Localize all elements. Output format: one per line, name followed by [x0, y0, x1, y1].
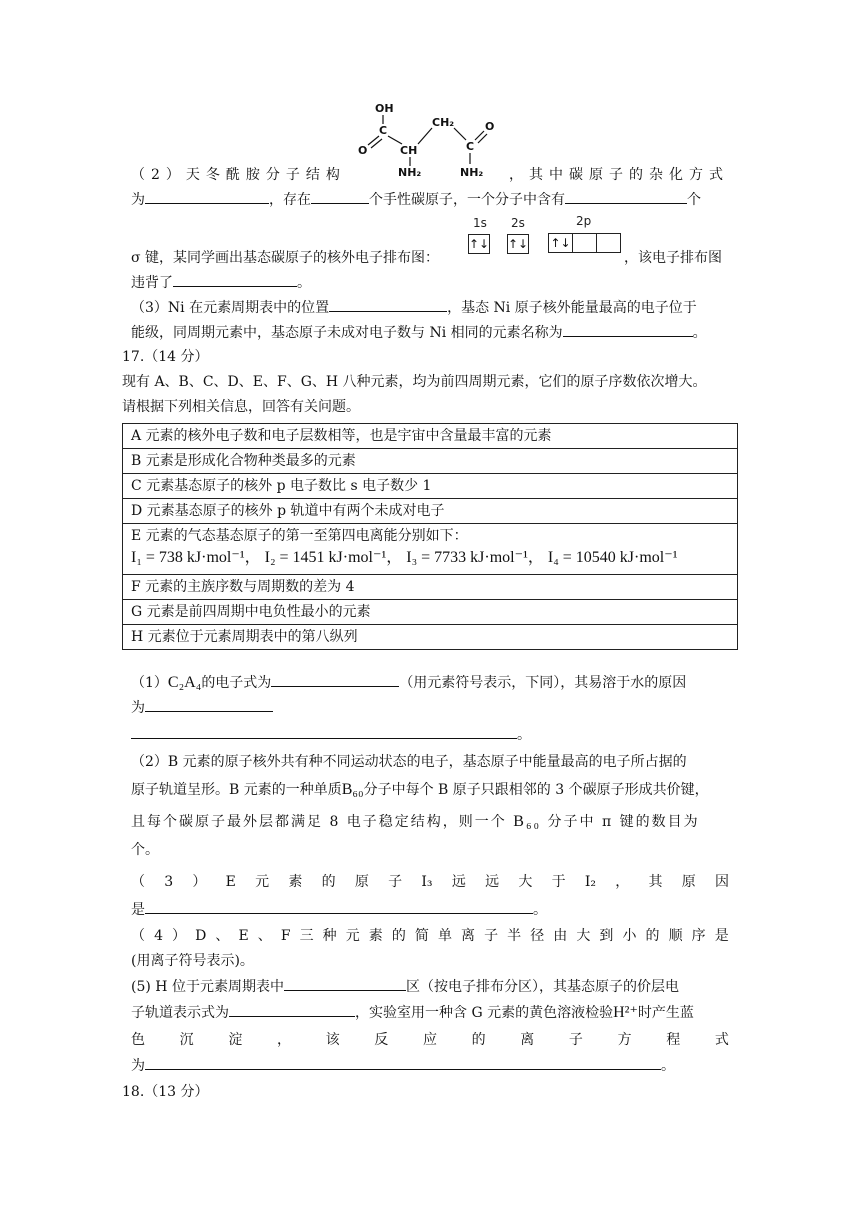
- formula-h2-ion: H²⁺: [613, 1004, 638, 1021]
- answer-blank-element-name[interactable]: [563, 322, 693, 337]
- orbital-2p-cell: [597, 234, 619, 252]
- spread-char: 的: [471, 1032, 486, 1048]
- q16-2-text-b: ，其中碳原子的杂化方式: [509, 167, 729, 183]
- spread-char: 因: [714, 874, 729, 890]
- spread-char: 式: [714, 1032, 729, 1048]
- double-bond-line: [371, 139, 382, 148]
- spread-char: 反: [374, 1032, 389, 1048]
- answer-blank-ni-position[interactable]: [329, 297, 447, 312]
- q17-2-text-a: （2）B 元素的原子核外共有种不同运动状态的电子，基态原子中能量最高的电子所占据的: [131, 754, 687, 770]
- ionization-values: [131, 546, 729, 572]
- spread-char: 序: [691, 928, 706, 944]
- structure-oh-label: OH: [375, 102, 394, 115]
- spread-char: 种: [322, 928, 337, 944]
- q17-1-line2: [131, 697, 273, 718]
- spread-char: 元: [345, 928, 360, 944]
- q17-intro2-text: 请根据下列相关信息，回答有关问题。: [122, 399, 360, 415]
- arrows-icon: ↑↓: [469, 237, 490, 251]
- q17-1-line1: [131, 672, 686, 693]
- q17-2-text-e: 分子中 π 键的数目为: [547, 814, 700, 830]
- spread-char: 沉: [179, 1032, 194, 1048]
- ionization-i1: I₁ = 738 kJ·mol⁻¹，: [131, 549, 261, 566]
- spread-char: ）: [192, 874, 207, 890]
- q17-5-text-b: 区（按电子排布分区），其基态原子的价层电: [405, 979, 679, 995]
- q17-2-text-f: 个。: [131, 842, 159, 858]
- structure-o2-label: O: [485, 120, 495, 133]
- answer-blank-chiral-count[interactable]: [311, 189, 369, 204]
- q17-5-line4: [131, 1055, 675, 1076]
- spread-char: 远: [485, 874, 500, 890]
- spread-char: 的: [321, 874, 336, 890]
- q17-1-text-a: （1）: [131, 675, 168, 691]
- ionization-i3: I₃ = 7733 kJ·mol⁻¹，: [406, 549, 544, 566]
- spread-char: 4: [154, 928, 163, 944]
- formula-c2a4: C₂A₄: [167, 674, 202, 691]
- q16-3-text-b: ，基态 Ni 原子核外能量最高的电子位于: [447, 300, 697, 316]
- spread-char: （: [131, 874, 145, 890]
- q16-2-line3: [131, 248, 439, 268]
- q17-1-text-c: （用元素符号表示，下同），其易溶于水的原因: [399, 675, 687, 691]
- table-row: [123, 424, 738, 449]
- table-cell: G 元素是前四周期中电负性最小的元素: [123, 600, 738, 625]
- spread-char: 远: [451, 874, 466, 890]
- answer-blank-violated-rule[interactable]: [173, 272, 297, 287]
- spread-char: （: [131, 928, 145, 944]
- q17-4-text-a: (用离子符号表示)。: [131, 953, 254, 969]
- q17-2-line4: [131, 840, 159, 860]
- spread-char: 程: [666, 1032, 681, 1048]
- q17-5-line2: [131, 1002, 694, 1023]
- q17-5-text-g: 。: [661, 1058, 675, 1074]
- spread-char: 大: [576, 928, 591, 944]
- spread-char: 径: [530, 928, 545, 944]
- spread-char: ，: [276, 1032, 291, 1048]
- structure-nh2-a-label: NH₂: [398, 166, 422, 179]
- q17-3-line2: [131, 899, 547, 920]
- q17-header-text: 17.（14 分）: [122, 349, 209, 365]
- q16-2-text-e: 个手性碳原子，一个分子中含有: [369, 192, 565, 208]
- q17-1-text-b: 的电子式为: [201, 675, 272, 691]
- table-cell: F 元素的主族序数与周期数的差为 4: [123, 575, 738, 600]
- q16-2-text-d: ，存在: [269, 192, 311, 208]
- answer-blank-solubility-reason[interactable]: [145, 697, 273, 712]
- q17-1-text-d: 为: [131, 700, 145, 716]
- q17-5-text-a: (5) H 位于元素周期表中: [131, 979, 284, 995]
- spread-char: 色: [131, 1032, 145, 1048]
- structure-c1-label: C: [379, 124, 388, 137]
- spread-char: 应: [422, 1032, 437, 1048]
- q16-2-text-h: ，该电子排布图: [624, 250, 722, 266]
- ionization-intro: E 元素的气态基态原子的第一至第四电离能分别如下：: [131, 528, 468, 544]
- q17-1-text-e: 。: [517, 727, 531, 743]
- q18-header: [122, 1082, 209, 1102]
- spread-char: 3: [164, 874, 174, 890]
- spread-char: 素: [288, 874, 303, 890]
- spread-char: E: [225, 874, 236, 890]
- answer-blank-electron-formula[interactable]: [271, 672, 399, 687]
- q17-intro1-text: 现有 A、B、C、D、E、F、G、H 八种元素，均为前四周期元素，它们的原子序数依次增大。: [122, 374, 707, 390]
- structure-c2-label: C: [466, 140, 475, 153]
- q17-3-text-b: 。: [533, 902, 547, 918]
- q17-3-text-a: 是: [131, 902, 145, 918]
- q17-intro1: [122, 372, 707, 392]
- ionization-i2: I₂ = 1451 kJ·mol⁻¹，: [264, 549, 403, 566]
- spread-char: 子: [484, 928, 499, 944]
- spread-char: 该: [325, 1032, 340, 1048]
- q17-2-line1: [131, 752, 687, 772]
- bond-line: [454, 128, 466, 140]
- spread-char: E: [238, 928, 249, 944]
- table-row: [123, 499, 738, 524]
- q16-2-text-f: 个: [687, 192, 701, 208]
- structure-ch-label: CH: [400, 144, 418, 157]
- spread-char: ，: [615, 874, 630, 890]
- q16-3-text-d: 。: [692, 325, 707, 341]
- spread-char: 简: [414, 928, 429, 944]
- table-cell: H 元素位于元素周期表中的第八纵列: [123, 625, 738, 650]
- answer-blank-hybridization[interactable]: [145, 189, 269, 204]
- spread-char: 的: [645, 928, 660, 944]
- bond-line: [418, 128, 432, 144]
- formula-b60: B₆₀: [341, 781, 364, 798]
- q16-2-text-a: （2）天冬酰胺分子结构: [131, 167, 346, 183]
- bond-line: [388, 136, 402, 144]
- table-cell: A 元素的核外电子数和电子层数相等，也是宇宙中含量最丰富的元素: [123, 424, 738, 449]
- table-cell-ionization: [123, 524, 738, 575]
- spread-char: 是: [714, 928, 729, 944]
- spread-char: 子: [388, 874, 403, 890]
- q17-5-spread-text: [131, 1030, 729, 1050]
- spread-char: 离: [461, 928, 476, 944]
- answer-blank-ionization-reason[interactable]: [145, 899, 533, 914]
- q17-5-line1: [131, 976, 679, 997]
- q17-4-line1: [131, 926, 729, 946]
- structure-ch2-label: CH₂: [432, 116, 455, 129]
- spread-char: 大: [518, 874, 533, 890]
- table-row: [123, 449, 738, 474]
- spread-char: ）: [172, 928, 187, 944]
- table-row: [123, 474, 738, 499]
- table-cell: C 元素基态原子的核外 p 电子数比 s 电子数少 1: [123, 474, 738, 499]
- q17-2-text-b: 原子轨道呈形。B 元素的一种单质: [131, 782, 342, 798]
- q16-2-line2: [131, 189, 701, 210]
- q17-4-spread-text: [131, 926, 729, 946]
- spread-char: 元: [255, 874, 270, 890]
- table-row: [123, 575, 738, 600]
- q16-3-text-a: （3）Ni 在元素周期表中的位置: [131, 300, 330, 316]
- spread-char: 方: [617, 1032, 632, 1048]
- spread-char: F: [280, 928, 291, 944]
- q16-2-line3b: [624, 248, 722, 268]
- table-row: [123, 625, 738, 650]
- answer-blank-block[interactable]: [284, 976, 406, 991]
- spread-char: D: [195, 928, 207, 944]
- q16-2-line4: [131, 272, 311, 293]
- q17-2-text-d: 且每个碳原子最外层都满足 8 电子稳定结构，则一个: [131, 814, 507, 830]
- q16-2-text-g: σ 键，某同学画出基态碳原子的核外电子排布图：: [131, 250, 440, 266]
- table-cell: D 元素基态原子的核外 p 轨道中有两个未成对电子: [123, 499, 738, 524]
- spread-char: 小: [622, 928, 637, 944]
- table-cell: B 元素是形成化合物种类最多的元素: [123, 449, 738, 474]
- orbital-2s-label: 2s: [511, 216, 525, 230]
- answer-blank-ionic-equation[interactable]: [145, 1055, 661, 1070]
- spread-char: 淀: [228, 1032, 243, 1048]
- spread-char: 、: [257, 928, 272, 944]
- q16-2-text-j: 。: [297, 275, 311, 291]
- spread-char: 半: [507, 928, 522, 944]
- q17-5-line3: [131, 1030, 729, 1050]
- orbital-1s-label: 1s: [473, 216, 487, 230]
- q17-2-line2: [131, 780, 709, 800]
- q17-intro2: [122, 397, 360, 417]
- orbital-1s-box: [468, 234, 490, 254]
- q16-2-text-i: 违背了: [131, 275, 173, 291]
- spread-char: 子: [568, 1032, 583, 1048]
- spread-char: 离: [520, 1032, 535, 1048]
- q17-3-spread-text: [131, 872, 729, 892]
- table-row: [123, 600, 738, 625]
- q17-5-text-c: 子轨道表示式为: [131, 1005, 229, 1021]
- answer-blank-orbital-diagram[interactable]: [229, 1002, 355, 1017]
- spread-char: 单: [437, 928, 452, 944]
- spread-char: 其: [648, 874, 663, 890]
- q16-2-line1: [131, 165, 729, 185]
- arrows-icon: ↑↓: [508, 237, 529, 251]
- structure-nh2-b-label: NH₂: [460, 166, 484, 179]
- q17-1-line3: [131, 724, 531, 745]
- spread-char: 三: [299, 928, 314, 944]
- answer-blank-sigma-count[interactable]: [565, 189, 687, 204]
- orbital-2p-box: [548, 233, 621, 253]
- structure-o1-label: O: [358, 144, 368, 157]
- formula-b60: B₆₀: [513, 813, 542, 830]
- q17-2-line3: [131, 812, 700, 832]
- spread-char: 素: [368, 928, 383, 944]
- spread-char: 原: [681, 874, 696, 890]
- orbital-2p-cell: [573, 234, 597, 252]
- ionization-i4: I₄ = 10540 kJ·mol⁻¹: [547, 549, 678, 566]
- orbital-2p-cell: [549, 234, 573, 252]
- q16-2-prefix: [131, 165, 349, 185]
- q17-2-text-c: 分子中每个 B 原子只跟相邻的 3 个碳原子形成共价键，: [363, 782, 709, 798]
- spread-char: I₂: [584, 874, 596, 890]
- q17-5-text-f: 为: [131, 1058, 145, 1074]
- q17-header: [122, 347, 209, 367]
- answer-blank-solubility-reason-cont[interactable]: [131, 724, 517, 739]
- spread-char: I₃: [421, 874, 433, 890]
- spread-char: 由: [553, 928, 568, 944]
- orbital-2p-label: 2p: [576, 214, 592, 228]
- double-bond-line: [368, 136, 379, 145]
- q17-4-line2: [131, 951, 254, 971]
- q16-3-line1: [131, 297, 697, 318]
- spread-char: 到: [599, 928, 614, 944]
- spread-char: 、: [215, 928, 230, 944]
- q17-5-text-e: 时产生蓝: [637, 1005, 694, 1021]
- q18-header-text: 18.（13 分）: [122, 1084, 209, 1100]
- spread-char: 于: [551, 874, 566, 890]
- q16-2-text-c: 为: [131, 192, 145, 208]
- spread-char: 原: [354, 874, 369, 890]
- spread-char: 的: [391, 928, 406, 944]
- q17-3-line1: [131, 872, 729, 892]
- element-info-table: [122, 423, 738, 650]
- spread-char: 顺: [668, 928, 683, 944]
- orbital-2s-box: [507, 234, 529, 254]
- arrows-icon: ↑↓: [550, 236, 571, 250]
- table-row: [123, 524, 738, 575]
- q17-5-text-d: ，实验室用一种含 G 元素的黄色溶液检验: [355, 1005, 614, 1021]
- q16-3-line2: [131, 322, 707, 343]
- q16-3-text-c: 能级，同周期元素中，基态原子未成对电子数与 Ni 相同的元素名称为: [131, 325, 563, 341]
